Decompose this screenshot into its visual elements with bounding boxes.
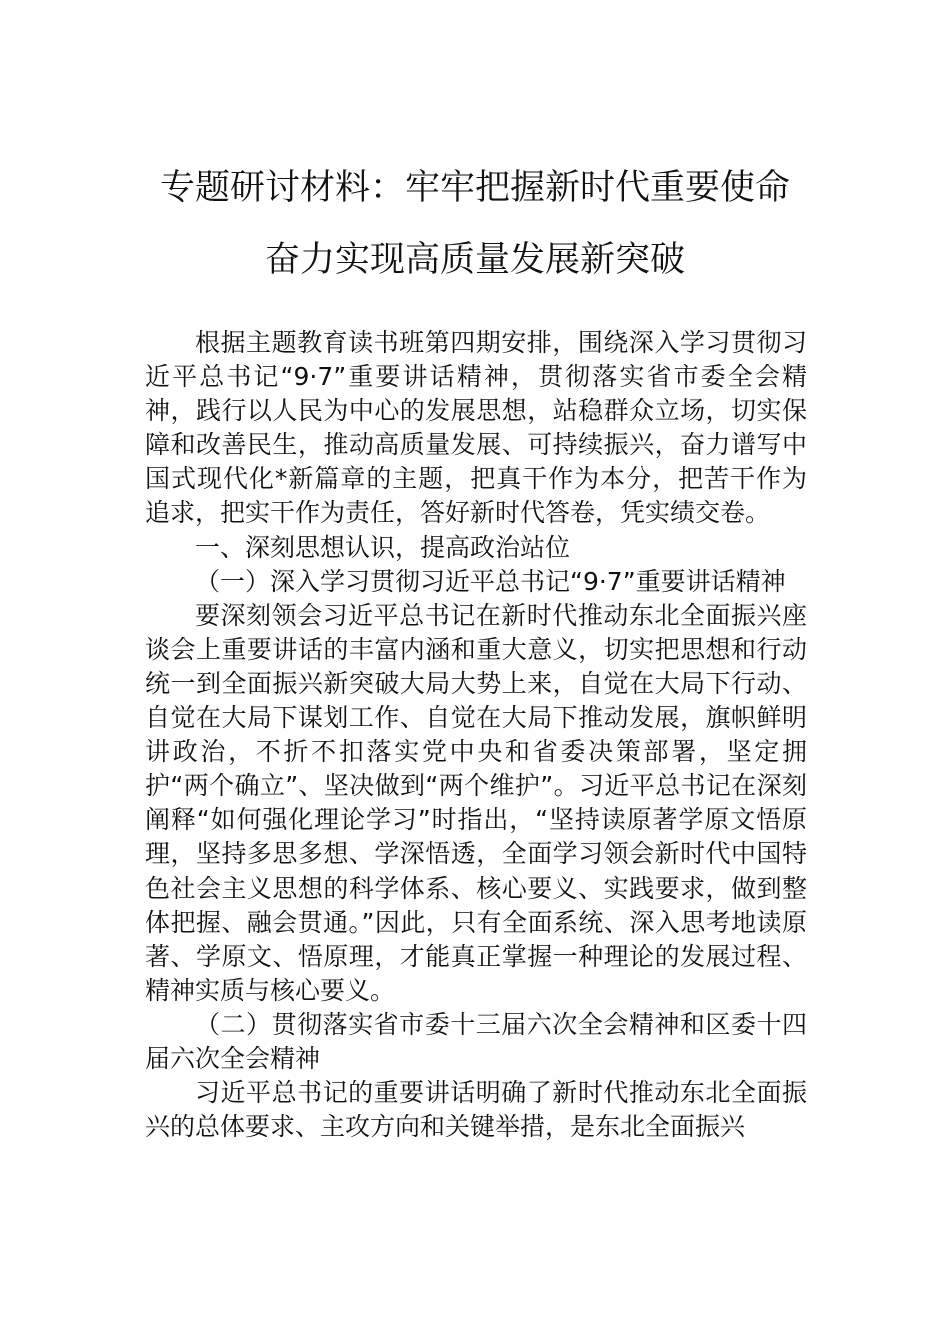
document-body <box>145 326 807 1144</box>
title-line-2: 奋力实现高质量发展新突破 <box>264 240 685 280</box>
subsection-heading-2: （二）贯彻落实省市委十三届六次全会精神和区委十四届六次全会精神 <box>145 1009 807 1073</box>
intro-paragraph: 根据主题教育读书班第四期安排，围绕深入学习贯彻习近平总书记“9·7”重要讲话精神，贯彻落实省市委全会精神，践行以人民为中心的发展思想，站稳群众立场，切实保障和改善民生，推动高质量发展、可持续振兴，奋力谱写中国式现代化*新篇章的主题，把真干作为本分，把苦干作为追求，把实干作为责任，答好新时代答卷，凭实绩交卷。 <box>145 328 807 528</box>
subsection-heading-1: （一）深入学习贯彻习近平总书记“9·7”重要讲话精神 <box>195 566 786 596</box>
body-paragraph: 习近平总书记的重要讲话明确了新时代推动东北全面振兴的总体要求、主攻方向和关键举措，是东北全面振兴 <box>145 1078 807 1142</box>
section-heading-1: 一、深刻思想认识，提高政治站位 <box>195 532 571 562</box>
body-paragraph: 要深刻领会习近平总书记在新时代推动东北全面振兴座谈会上重要讲话的丰富内涵和重大意义，切实把思想和行动统一到全面振兴新突破大局大势上来，自觉在大局下行动、自觉在大局下谋划工作、自觉在大局下推动发展，旗帜鲜明讲政治，不折不扣落实党中央和省委决策部署，坚定拥护“两个确立”、坚决做到“两个维护”。习近平总书记在深刻阐释“如何强化理论学习”时指出，“坚持读原著学原文悟原理，坚持多思多想、学深悟透，全面学习领会新时代中国特色社会主义思想的科学体系、核心要义、实践要求，做到整体把握、融会贯通。”因此，只有全面系统、深入思考地读原著、学原文、悟原理，才能真正掌握一种理论的发展过程、精神实质与核心要义。 <box>145 600 807 1005</box>
title-line-1: 专题研讨材料：牢牢把握新时代重要使命 <box>159 168 790 208</box>
